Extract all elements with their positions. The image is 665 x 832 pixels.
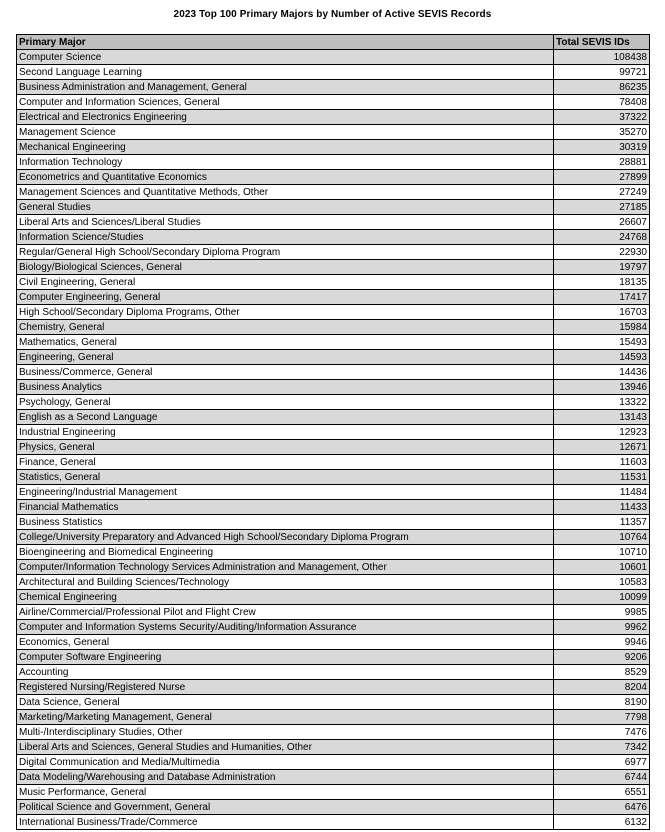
total-sevis-ids-cell: 14593 [554,350,650,365]
primary-major-cell: Computer Engineering, General [17,290,554,305]
table-row [17,410,650,425]
primary-major-cell: Industrial Engineering [17,425,554,440]
primary-major-cell: Music Performance, General [17,785,554,800]
total-sevis-ids-cell: 27249 [554,185,650,200]
primary-major-cell: High School/Secondary Diploma Programs, Other [17,305,554,320]
primary-major-cell: Econometrics and Quantitative Economics [17,170,554,185]
primary-major-cell: Computer and Information Systems Security/Auditing/Information Assurance [17,620,554,635]
primary-major-cell: General Studies [17,200,554,215]
table-row [17,215,650,230]
total-sevis-ids-cell: 7798 [554,710,650,725]
total-sevis-ids-cell: 17417 [554,290,650,305]
total-sevis-ids-cell: 6977 [554,755,650,770]
primary-major-cell: Data Modeling/Warehousing and Database Administration [17,770,554,785]
total-sevis-ids-cell: 11357 [554,515,650,530]
primary-major-cell: Physics, General [17,440,554,455]
primary-major-cell: Statistics, General [17,470,554,485]
table-row [17,350,650,365]
table-row [17,635,650,650]
primary-major-cell: Information Science/Studies [17,230,554,245]
table-row [17,440,650,455]
total-sevis-ids-cell: 14436 [554,365,650,380]
table-row [17,65,650,80]
primary-major-cell: Business Administration and Management, General [17,80,554,95]
total-sevis-ids-cell: 19797 [554,260,650,275]
table-row [17,125,650,140]
table-row [17,500,650,515]
table-row [17,335,650,350]
primary-major-cell: Liberal Arts and Sciences, General Studies and Humanities, Other [17,740,554,755]
table-row [17,485,650,500]
column-header-total-sevis-ids: Total SEVIS IDs [554,35,650,50]
total-sevis-ids-cell: 86235 [554,80,650,95]
total-sevis-ids-cell: 30319 [554,140,650,155]
primary-major-cell: Finance, General [17,455,554,470]
primary-major-cell: Engineering, General [17,350,554,365]
primary-major-cell: English as a Second Language [17,410,554,425]
document-title: 2023 Top 100 Primary Majors by Number of Active SEVIS Records [173,9,492,20]
primary-major-cell: Information Technology [17,155,554,170]
total-sevis-ids-cell: 24768 [554,230,650,245]
table-row [17,575,650,590]
total-sevis-ids-cell: 37322 [554,110,650,125]
table-row [17,290,650,305]
table-row [17,305,650,320]
primary-major-cell: Business/Commerce, General [17,365,554,380]
total-sevis-ids-cell: 15984 [554,320,650,335]
table-row [17,275,650,290]
primary-major-cell: Airline/Commercial/Professional Pilot and Flight Crew [17,605,554,620]
primary-major-cell: Business Statistics [17,515,554,530]
primary-major-cell: Marketing/Marketing Management, General [17,710,554,725]
primary-major-cell: Political Science and Government, General [17,800,554,815]
table-row [17,725,650,740]
table-row [17,95,650,110]
total-sevis-ids-cell: 35270 [554,125,650,140]
total-sevis-ids-cell: 8190 [554,695,650,710]
total-sevis-ids-cell: 6476 [554,800,650,815]
table-row [17,800,650,815]
table-row [17,785,650,800]
total-sevis-ids-cell: 11484 [554,485,650,500]
table-row [17,260,650,275]
table-row [17,755,650,770]
total-sevis-ids-cell: 16703 [554,305,650,320]
total-sevis-ids-cell: 78408 [554,95,650,110]
table-row [17,515,650,530]
primary-major-cell: Chemical Engineering [17,590,554,605]
total-sevis-ids-cell: 6132 [554,815,650,830]
table-row [17,365,650,380]
total-sevis-ids-cell: 9962 [554,620,650,635]
total-sevis-ids-cell: 7476 [554,725,650,740]
table-row [17,560,650,575]
primary-major-cell: International Business/Trade/Commerce [17,815,554,830]
primary-major-cell: Second Language Learning [17,65,554,80]
table-row [17,770,650,785]
table-row [17,380,650,395]
table-row [17,185,650,200]
primary-major-cell: Data Science, General [17,695,554,710]
table-row [17,665,650,680]
primary-major-cell: Management Sciences and Quantitative Methods, Other [17,185,554,200]
total-sevis-ids-cell: 13143 [554,410,650,425]
primary-major-cell: Architectural and Building Sciences/Technology [17,575,554,590]
table-row [17,695,650,710]
total-sevis-ids-cell: 9985 [554,605,650,620]
total-sevis-ids-cell: 9206 [554,650,650,665]
table-row [17,200,650,215]
table-row [17,605,650,620]
table-row [17,155,650,170]
primary-major-cell: Liberal Arts and Sciences/Liberal Studies [17,215,554,230]
total-sevis-ids-cell: 15493 [554,335,650,350]
primary-major-cell: Business Analytics [17,380,554,395]
table-row [17,50,650,65]
table-body [17,50,650,830]
table-header [17,35,650,50]
total-sevis-ids-cell: 12923 [554,425,650,440]
primary-major-cell: Civil Engineering, General [17,275,554,290]
primary-major-cell: Computer Software Engineering [17,650,554,665]
primary-major-cell: Chemistry, General [17,320,554,335]
total-sevis-ids-cell: 8204 [554,680,650,695]
table-row [17,620,650,635]
total-sevis-ids-cell: 27899 [554,170,650,185]
primary-major-cell: Management Science [17,125,554,140]
total-sevis-ids-cell: 13946 [554,380,650,395]
total-sevis-ids-cell: 13322 [554,395,650,410]
total-sevis-ids-cell: 26607 [554,215,650,230]
total-sevis-ids-cell: 99721 [554,65,650,80]
table-row [17,470,650,485]
table-row [17,245,650,260]
primary-major-cell: Registered Nursing/Registered Nurse [17,680,554,695]
primary-major-cell: Regular/General High School/Secondary Diploma Program [17,245,554,260]
table-row [17,740,650,755]
primary-major-cell: Financial Mathematics [17,500,554,515]
table-row [17,140,650,155]
total-sevis-ids-cell: 10099 [554,590,650,605]
total-sevis-ids-cell: 11433 [554,500,650,515]
total-sevis-ids-cell: 6744 [554,770,650,785]
total-sevis-ids-cell: 6551 [554,785,650,800]
primary-major-cell: Bioengineering and Biomedical Engineering [17,545,554,560]
table-row [17,110,650,125]
total-sevis-ids-cell: 10601 [554,560,650,575]
total-sevis-ids-cell: 7342 [554,740,650,755]
primary-major-cell: Multi-/Interdisciplinary Studies, Other [17,725,554,740]
header-row [17,35,650,50]
table-row [17,230,650,245]
table-row [17,395,650,410]
total-sevis-ids-cell: 9946 [554,635,650,650]
table-row [17,590,650,605]
total-sevis-ids-cell: 11531 [554,470,650,485]
majors-table [16,34,650,830]
primary-major-cell: Computer Science [17,50,554,65]
total-sevis-ids-cell: 27185 [554,200,650,215]
total-sevis-ids-cell: 22930 [554,245,650,260]
primary-major-cell: Computer and Information Sciences, General [17,95,554,110]
table-row [17,815,650,830]
total-sevis-ids-cell: 10710 [554,545,650,560]
total-sevis-ids-cell: 12671 [554,440,650,455]
total-sevis-ids-cell: 8529 [554,665,650,680]
table-row [17,545,650,560]
table-row [17,320,650,335]
primary-major-cell: Accounting [17,665,554,680]
table-row [17,530,650,545]
primary-major-cell: College/University Preparatory and Advanced High School/Secondary Diploma Program [17,530,554,545]
column-header-primary-major: Primary Major [17,35,554,50]
total-sevis-ids-cell: 11603 [554,455,650,470]
primary-major-cell: Mechanical Engineering [17,140,554,155]
primary-major-cell: Economics, General [17,635,554,650]
primary-major-cell: Computer/Information Technology Services Administration and Management, Other [17,560,554,575]
table-row [17,650,650,665]
primary-major-cell: Digital Communication and Media/Multimedia [17,755,554,770]
total-sevis-ids-cell: 18135 [554,275,650,290]
table-row [17,425,650,440]
primary-major-cell: Mathematics, General [17,335,554,350]
primary-major-cell: Biology/Biological Sciences, General [17,260,554,275]
primary-major-cell: Psychology, General [17,395,554,410]
total-sevis-ids-cell: 10583 [554,575,650,590]
table-row [17,170,650,185]
total-sevis-ids-cell: 28881 [554,155,650,170]
table-row [17,80,650,95]
table-row [17,710,650,725]
table-row [17,455,650,470]
primary-major-cell: Engineering/Industrial Management [17,485,554,500]
primary-major-cell: Electrical and Electronics Engineering [17,110,554,125]
total-sevis-ids-cell: 108438 [554,50,650,65]
total-sevis-ids-cell: 10764 [554,530,650,545]
table-row [17,680,650,695]
